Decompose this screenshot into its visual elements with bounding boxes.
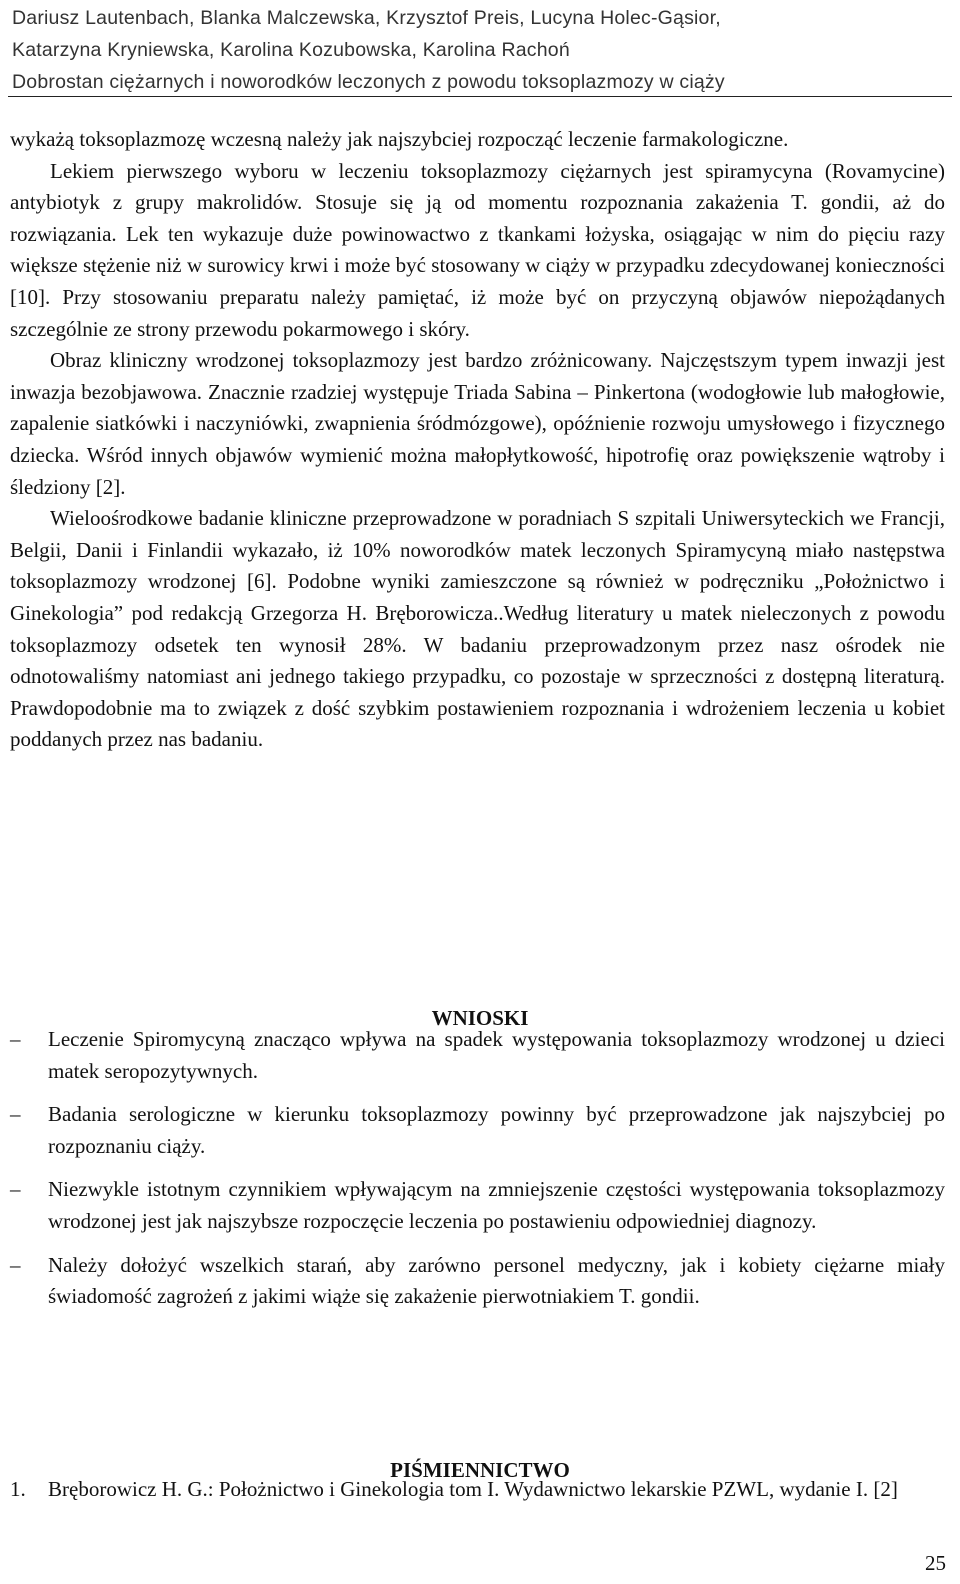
dash-bullet: –	[10, 1102, 21, 1127]
conclusion-item	[10, 1250, 945, 1313]
dash-bullet: –	[10, 1027, 21, 1051]
conclusion-text: Leczenie Spiromycyną znacząco wpływa na spadek występowania toksoplazmozy wrodzonej u dzieci matek seropozytywnych.	[48, 1027, 945, 1083]
dash-bullet: –	[10, 1177, 21, 1202]
running-head-authors-line-1: Dariusz Lautenbach, Blanka Malczewska, Krzysztof Preis, Lucyna Holec-Gąsior,	[12, 7, 721, 29]
conclusion-text: Należy dołożyć wszelkich starań, aby zarówno personel medyczny, jak i kobiety ciężarne miały świadomość zagrożeń z jakimi wiąże się zakażenie pierwotniakiem T. gondii.	[48, 1252, 945, 1309]
conclusion-item	[10, 1024, 945, 1087]
running-head	[12, 2, 950, 98]
references-heading: PIŚMIENNICTWO	[390, 1458, 570, 1483]
conclusion-text: Badania serologiczne w kierunku toksoplazmozy powinny być przeprowadzone jak najszybciej po rozpoznaniu ciąży.	[48, 1102, 945, 1158]
running-head-authors-line-2: Katarzyna Kryniewska, Karolina Kozubowska, Karolina Rachoń	[12, 39, 570, 61]
paragraph-continued: wykażą toksoplazmozę wczesną należy jak najszybciej rozpocząć leczenie farmakologiczne.	[10, 127, 789, 151]
conclusions-list	[10, 1024, 945, 1325]
conclusion-item	[10, 1174, 945, 1237]
dash-bullet: –	[10, 1252, 21, 1277]
running-head-article-title: Dobrostan ciężarnych i noworodków leczonych z powodu toksoplazmozy w ciąży	[12, 71, 725, 93]
references-list	[10, 1474, 945, 1506]
conclusion-item	[10, 1099, 945, 1162]
reference-text: Bręborowicz H. G.: Położnictwo i Ginekologia tom I. Wydawnictwo lekarskie PZWL, wydanie I. [2]	[48, 1477, 898, 1501]
paragraph-spiramycin: Lekiem pierwszego wyboru w leczeniu toksoplazmozy ciężarnych jest spiramycyna (Rovamycine) antybiotyk z grupy makrolidów. Stosuje się ją od momentu rozpoznania zakażenia T. gondii, aż do rozwiązania. Lek ten wykazuje duże powinowactwo z tkankami łożyska, osiągając w nim do pięciu razy większe stężenie niż w surowicy krwi i może być stosowany w ciąży w przypadku zdecydowanej konieczności [10]. Przy stosowaniu preparatu należy pamiętać, iż może być on przyczyną objawów niepożądanych szczególnie ze strony przewodu pokarmowego i skóry.	[10, 158, 945, 341]
paragraph-multicenter-study: Wieloośrodkowe badanie kliniczne przeprowadzone w poradniach S szpitali Uniwersyteckich we Francji, Belgii, Danii i Finlandii wykazało, iż 10% noworodków matek leczonych Spiramycyną miało następstwa toksoplazmozy wrodzonej [6]. Podobne wyniki zamieszczone są również w podręczniku „Położnictwo i Ginekologia” pod redakcją Grzegorza H. Bręborowicza..Według literatury u matek nieleczonych z powodu toksoplazmozy odsetek ten wynosił 28%. W badaniu przeprowadzonym przez nasz ośrodek nie odnotowaliśmy natomiast ani jednego takiego przypadku, co pozostaje w sprzeczności z dostępną literaturą. Prawdopodobnie ma to związek z dość szybkim postawieniem rozpoznania i wdrożeniem leczenia u kobiet poddanych przez nas badaniu.	[10, 506, 945, 752]
body-text	[10, 124, 945, 756]
header-rule	[8, 96, 952, 97]
page-number: 25	[925, 1551, 946, 1575]
reference-number: 1.	[10, 1477, 26, 1501]
reference-item	[10, 1474, 945, 1506]
conclusions-heading: WNIOSKI	[431, 1006, 529, 1031]
paragraph-clinical-picture: Obraz kliniczny wrodzonej toksoplazmozy jest bardzo zróżnicowany. Najczęstszym typem inwazji jest inwazja bezobjawowa. Znacznie rzadziej występuje Triada Sabina – Pinkertona (wodogłowie lub małogłowie, zapalenie siatkówki i naczyniówki, zwapnienia śródmózgowe), opóźnienie rozwoju umysłowego i fizycznego dziecka. Wśród innych objawów wymienić można małopłytkowość, hipotrofię oraz powiększenie wątroby i śledziony [2].	[10, 348, 945, 499]
conclusion-text: Niezwykle istotnym czynnikiem wpływającym na zmniejszenie częstości występowania toksoplazmozy wrodzonej jest jak najszybsze rozpoczęcie leczenia po postawieniu odpowiedniej diagnozy.	[48, 1177, 945, 1233]
